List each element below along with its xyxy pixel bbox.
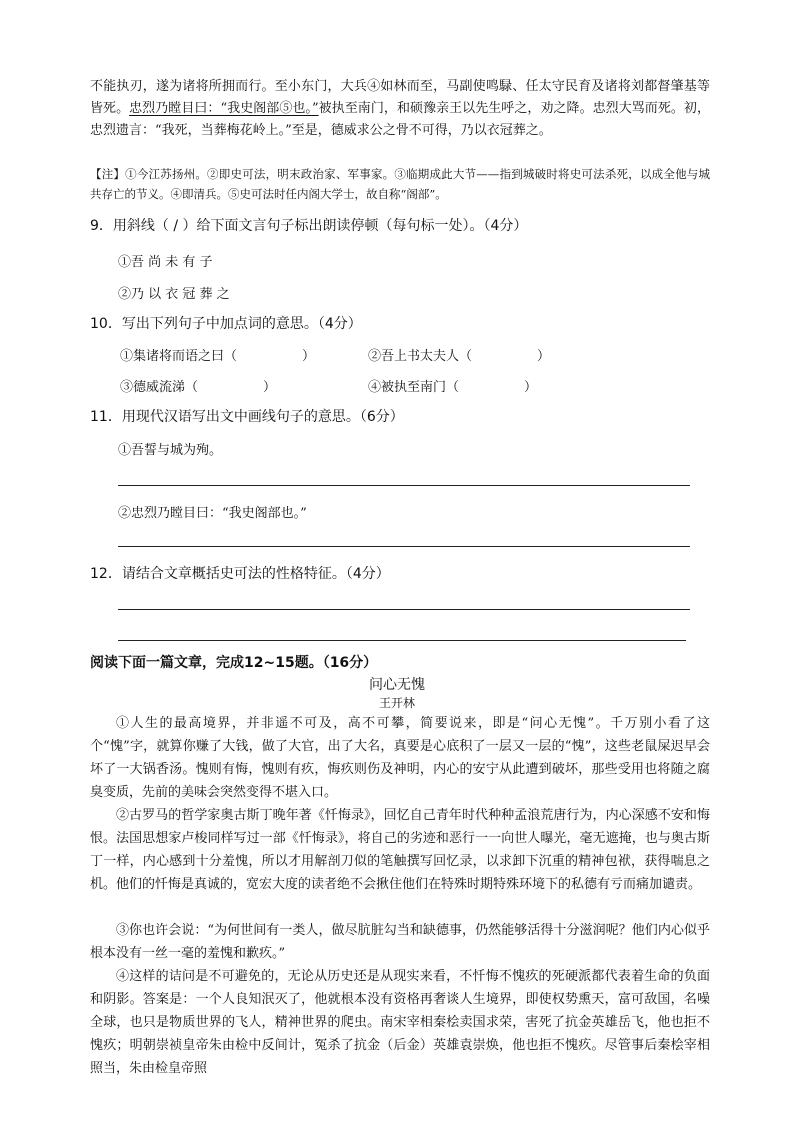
question-12: 12．请结合文章概括史可法的性格特征。（4分） [90,566,390,582]
q10-item-1: ①集诸将而语之曰（ ） [120,349,316,364]
section-heading: 阅读下面一篇文章，完成12~15题。（16分） [90,655,378,671]
answer-line[interactable] [118,485,690,486]
q11-sentence-1: ①吾誓与城为殉。 [118,443,223,458]
q11-sentence-2: ②忠烈乃瞠目曰：“我史阁部也。” [118,506,307,521]
article-author: 王开林 [378,696,415,710]
passage-sentence: 不能执刃，遂为诸将所拥而行。至小东门，大兵④如林而至，马副使鸣騄、任太守民育及诸将刘都督肇基等皆死。 [90,79,710,116]
article-paragraph-2: ②古罗马的哲学家奥古斯丁晚年著《忏悔录》，回忆自己青年时代种种孟浪荒唐行为，内心深感不安和悔恨。法国思想家卢梭同样写过一部《忏悔录》，将自己的劣迹和恶行一一向世人曝光，毫无遮掩，也与奥古斯丁一样，内心感到十分羞愧，所以才用解剖刀似的笔触撰写回忆录，以求卸下沉重的精神包袱，获得喘息之机。他们的忏悔是真诚的，宽宏大度的读者绝不会揪住他们在特殊时期特殊环境下的私德有亏而痛加谴责。 [90,808,710,892]
passage-notes [90,164,710,204]
underlined-sentence: 忠烈乃瞠目曰：“我史阁部⑤也。” [129,101,319,116]
footnote: 【注】①今江苏扬州。②即史可法，明末政治家、军事家。③临期成此大节——指到城破时将史可法杀死，以成全他与城共存亡的节义。④即清兵。⑤史可法时任内阁大学士，故自称“阁部”。 [90,167,710,201]
question-11: 11．用现代汉语写出文中画线句子的意思。（6分） [90,409,404,425]
q10-item-4: ④被执至南门（ ） [368,380,538,395]
passage-paragraph [90,76,710,142]
passage-sentence: 被执至南门，和硕豫亲王以先生呼之，劝之降。忠烈大骂而死。初，忠烈遗言：“我死，当葬梅花岭上。”至是，德威求公之骨不可得，乃以衣冠葬之。 [90,101,710,138]
q9-sentence-1: ①吾 尚 未 有 子 [118,255,213,270]
answer-line[interactable] [118,609,690,610]
question-10: 10．写出下列句子中加点词的意思。（4分） [90,316,362,332]
question-9: 9．用斜线（ / ）给下面文言句子标出朗读停顿（每句标一处）。（4分） [90,218,528,234]
answer-line[interactable] [118,640,686,641]
passage-text [90,76,710,142]
answer-line[interactable] [118,546,690,547]
article-title: 问心无愧 [369,677,425,693]
q10-item-2: ②吾上书太夫人（ ） [368,349,551,364]
article-paragraph-1: ①人生的最高境界，并非遥不可及，高不可攀，简要说来，即是“问心无愧”。千万别小看了这个“愧”字，就算你赚了大钱，做了大官，出了大名，真要是心底积了一层又一层的“愧”，这些老鼠屎迟早会坏了一大锅香汤。愧则有悔，愧则有疚，悔疚则伤及神明，内心的安宁从此遭到破坏，那些受用也将随之腐臭变质，先前的美味会突然变得不堪入口。 [90,716,710,800]
q10-item-3: ③德威流涕（ ） [120,380,277,395]
article-paragraph-3: ③你也许会说：“为何世间有一类人，做尽肮脏勾当和缺德事，仍然能够活得十分滋润呢？他们内心似乎根本没有一丝一毫的羞愧和歉疚。” [90,923,710,961]
q9-sentence-2: ②乃 以 衣 冠 葬 之 [118,287,230,302]
article-paragraph-4: ④这样的诘问是不可避免的，无论从历史还是从现实来看，不忏悔不愧疚的死硬派都代表着生命的负面和阴影。答案是：一个人良知泯灭了，他就根本没有资格再奢谈人生境界，即使权势熏天，富可敌国，名噪全球，也只是物质世界的飞人，精神世界的爬虫。南宋宰相秦桧卖国求荣，害死了抗金英雄岳飞，他也拒不愧疚；明朝崇祯皇帝朱由检中反间计，冤杀了抗金（后金）英雄袁崇焕，他也拒不愧疚。尽管事后秦桧宰相照当，朱由检皇帝照 [90,969,710,1076]
